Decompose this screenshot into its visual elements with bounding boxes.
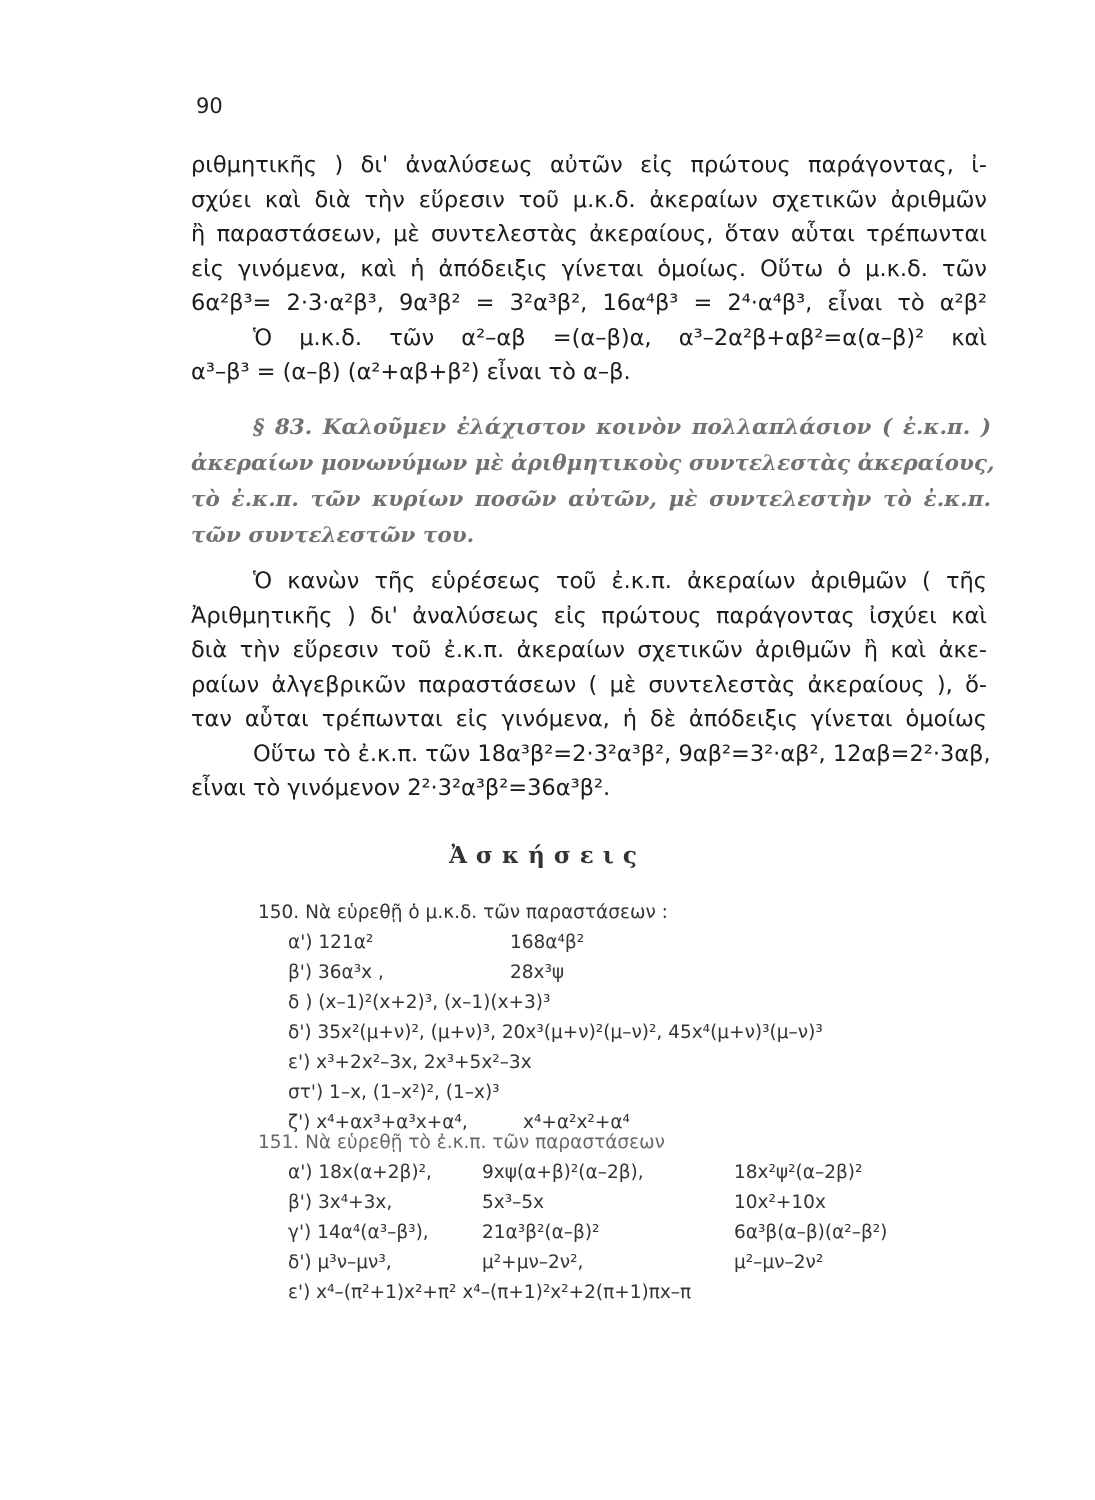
- exercise-item: ζ') x⁴+αx³+α³x+α⁴,: [288, 1112, 468, 1133]
- exercise-item: 21α³β²(α–β)²: [482, 1222, 600, 1243]
- exercise-item: δ') 35x²(μ+ν)², (μ+ν)³, 20x³(μ+ν)²(μ–ν)², 45x⁴(μ+ν)³(μ–ν)³: [288, 1022, 823, 1043]
- exercise-item: γ') 14α⁴(α³–β³),: [288, 1222, 429, 1243]
- text-line: τὸ ἐ.κ.π. τῶν κυρίων ποσῶν αὐτῶν, μὲ συντελεστὴν τὸ ἐ.κ.π.: [191, 487, 991, 512]
- exercise-item: 168α⁴β²: [510, 932, 585, 953]
- exercise-item: μ²–μν–2ν²: [734, 1252, 824, 1273]
- exercise-item: 28x³ψ: [510, 962, 565, 983]
- exercise-title: 151. Νὰ εὑρεθῇ τὸ ἐ.κ.π. τῶν παραστάσεων: [258, 1132, 665, 1153]
- exercise-item: δ') μ³ν–μν³,: [288, 1252, 392, 1273]
- exercise-item: α') 121α²: [288, 932, 374, 953]
- page-number: 90: [196, 94, 223, 118]
- text-line: Ἀριθμητικῆς ) δι' ἀναλύσεως εἰς πρώτους παράγοντας ἰσχύει καὶ: [191, 602, 987, 629]
- exercise-item: β') 3x⁴+3x,: [288, 1192, 393, 1213]
- exercise-item: 9xψ(α+β)²(α–2β),: [482, 1162, 644, 1183]
- exercise-item: 6α³β(α–β)(α²–β²): [734, 1222, 888, 1243]
- exercise-item: 10x²+10x: [734, 1192, 826, 1213]
- text-line: τῶν συντελεστῶν του.: [191, 523, 475, 548]
- text-line: εἶναι τὸ γινόμενον 2²·3²α³β²=36α³β².: [191, 775, 611, 801]
- exercise-item: 18x²ψ²(α–2β)²: [734, 1162, 863, 1183]
- exercise-item: x⁴+α²x²+α⁴: [523, 1112, 630, 1133]
- text-line: Ὁ μ.κ.δ. τῶν α²–αβ =(α–β)α, α³–2α²β+αβ²=α(α–β)² καὶ: [253, 324, 987, 351]
- text-line: § 83. Καλοῦμεν ἐλάχιστον κοινὸν πολλαπλάσιον ( ἐ.κ.π. ): [253, 415, 991, 440]
- exercise-item: μ²+μν–2ν²,: [482, 1252, 584, 1273]
- exercise-title: 150. Νὰ εὑρεθῇ ὁ μ.κ.δ. τῶν παραστάσεων :: [258, 902, 668, 923]
- exercise-item: ε') x³+2x²–3x, 2x³+5x²–3x: [288, 1052, 532, 1073]
- text-line: 6α²β³= 2·3·α²β³, 9α³β² = 3²α³β², 16α⁴β³ = 2⁴·α⁴β³, εἶναι τὸ α²β²: [191, 290, 987, 316]
- paragraph-lcm-rule: [191, 564, 991, 806]
- text-line: ἢ παραστάσεων, μὲ συντελεστὰς ἀκεραίους, ὅταν αὗται τρέπωνται: [191, 221, 987, 247]
- text-line: διὰ τὴν εὕρεσιν τοῦ ἐ.κ.π. ἀκεραίων σχετικῶν ἀριθμῶν ἢ καὶ ἀκε-: [191, 637, 987, 663]
- text-line: α³–β³ = (α–β) (α²+αβ+β²) εἶναι τὸ α–β.: [191, 359, 631, 385]
- text-line: ριθμητικῆς ) δι' ἀναλύσεως αὐτῶν εἰς πρώτους παράγοντας, ἰ-: [191, 152, 987, 178]
- text-line: εἰς γινόμενα, καὶ ἡ ἀπόδειξις γίνεται ὁμοίως. Οὕτω ὁ μ.κ.δ. τῶν: [191, 255, 987, 282]
- exercise-item: δ ) (x–1)²(x+2)³, (x–1)(x+3)³: [288, 992, 551, 1013]
- text-line: σχύει καὶ διὰ τὴν εὕρεσιν τοῦ μ.κ.δ. ἀκεραίων σχετικῶν ἀριθμῶν: [191, 186, 987, 213]
- text-line: Οὕτω τὸ ἐ.κ.π. τῶν 18α³β²=2·3²α³β², 9αβ²=3²·αβ², 12αβ=2²·3αβ,: [253, 740, 991, 767]
- paragraph-gcd-continuation: [191, 148, 987, 390]
- exercises-heading: Ἀσκήσεις: [449, 842, 646, 869]
- exercise-item: α') 18x(α+2β)²,: [288, 1162, 432, 1183]
- section-83-definition: [191, 410, 995, 554]
- text-line: ἀκεραίων μονωνύμων μὲ ἀριθμητικοὺς συντελεστὰς ἀκεραίους,: [191, 451, 995, 476]
- exercise-item: β') 36α³x ,: [288, 962, 384, 983]
- exercise-item: ε') x⁴–(π²+1)x²+π² x⁴–(π+1)²x²+2(π+1)πx–π: [288, 1282, 692, 1303]
- exercise-item: 5x³–5x: [482, 1192, 545, 1213]
- text-line: ταν αὗται τρέπωνται εἰς γινόμενα, ἡ δὲ ἀπόδειξις γίνεται ὁμοίως: [191, 706, 987, 732]
- text-line: Ὁ κανὼν τῆς εὑρέσεως τοῦ ἐ.κ.π. ἀκεραίων ἀριθμῶν ( τῆς: [253, 568, 987, 594]
- exercise-item: στ') 1–x, (1–x²)², (1–x)³: [288, 1082, 500, 1103]
- text-line: ραίων ἀλγεβρικῶν παραστάσεων ( μὲ συντελεστὰς ἀκεραίους ), ὅ-: [191, 671, 987, 698]
